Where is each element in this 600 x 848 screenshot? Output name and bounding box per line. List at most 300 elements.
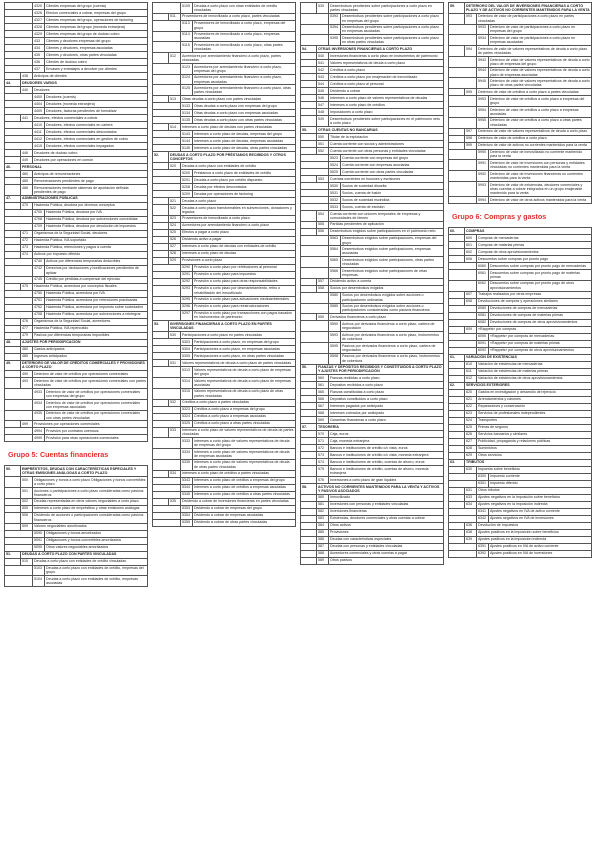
account-code: 5993 xyxy=(477,182,489,196)
account-code: 5335 xyxy=(181,460,193,470)
indent-cell xyxy=(449,495,465,501)
indent-cell xyxy=(301,148,317,154)
account-row xyxy=(449,516,591,523)
indent-cell xyxy=(301,183,329,189)
account-code: 4752 xyxy=(33,305,45,311)
indent-cell xyxy=(449,453,465,459)
account-code: 505 xyxy=(21,506,33,512)
account-row xyxy=(5,136,147,143)
account-row xyxy=(449,474,591,481)
account-row xyxy=(301,389,443,396)
account-description: Desembolsos pendientes sobre participaciones a corto plazo en empresas del grupo xyxy=(342,14,439,23)
account-code: 584 xyxy=(317,523,329,529)
account-row xyxy=(5,513,147,524)
account-description: Clientes y deudores, empresas asociadas xyxy=(46,45,113,50)
account-row xyxy=(153,265,295,272)
account-row xyxy=(153,499,295,506)
account-description: Deterioro de valor de inversiones con personas y entidades vinculadas no corrientes mantenidas para la venta xyxy=(490,160,585,170)
indent-cell xyxy=(449,197,477,203)
account-code: 47. xyxy=(5,196,21,202)
account-row xyxy=(5,298,147,305)
account-code: 449 xyxy=(21,157,33,163)
account-row xyxy=(153,258,295,265)
account-description: Deudas representadas en otros valores negociables a corto plazo xyxy=(34,499,139,504)
account-description: Créditos a corto plazo a otras partes vinculadas xyxy=(194,421,270,426)
account-description: Deudores, efectos comerciales a cobrar xyxy=(34,115,98,120)
account-code: 580 xyxy=(317,495,329,501)
account-row xyxy=(5,101,147,108)
account-code: 621 xyxy=(465,397,477,403)
account-code: 553 xyxy=(317,176,329,182)
account-code: 634 xyxy=(465,502,477,508)
indent-cell xyxy=(153,117,181,123)
account-row xyxy=(301,14,443,25)
account-row xyxy=(449,292,591,299)
account-description: Bancos e instituciones de crédito c/c vista, moneda extranjera xyxy=(330,452,429,457)
account-code: 506 xyxy=(21,513,33,523)
account-description: Deterioro de valor de créditos a corto plazo a empresas asociadas xyxy=(490,107,579,116)
account-description: Deterioro de valor de participaciones a corto plazo en empresas asociadas xyxy=(490,35,576,45)
account-description: Provisión a corto plazo para actuaciones medioambientales xyxy=(194,297,289,302)
indent-cell xyxy=(301,197,329,203)
account-code: 559 xyxy=(317,314,329,320)
account-row xyxy=(449,327,591,334)
indent-cell xyxy=(301,109,317,115)
account-description: Intereses a corto plazo de créditos xyxy=(330,102,385,107)
account-code: 56. xyxy=(301,365,317,375)
account-row xyxy=(449,348,591,355)
account-description: Intereses a corto plazo de valores representativos de deudas xyxy=(330,95,428,100)
account-row xyxy=(301,60,443,67)
account-code: 4709 xyxy=(33,224,45,230)
account-description: Primas de seguros xyxy=(478,425,508,430)
indent-cell xyxy=(5,488,21,498)
account-description: Acreedores por arrendamiento financiero a corto plazo xyxy=(182,223,269,228)
account-code: 557 xyxy=(317,279,329,285)
indent-cell xyxy=(153,460,181,470)
account-row xyxy=(301,246,443,257)
account-description: Deudores de dudoso cobro xyxy=(34,150,78,155)
account-code: 44. xyxy=(5,80,21,86)
account-code: 4320 xyxy=(33,3,45,9)
account-row xyxy=(301,537,443,544)
indent-cell xyxy=(5,150,21,156)
account-row xyxy=(5,143,147,150)
account-row xyxy=(301,204,443,211)
account-row xyxy=(5,277,147,284)
account-code: 5145 xyxy=(181,145,193,151)
indent-cell xyxy=(449,348,477,354)
account-code: 6392 xyxy=(477,551,489,557)
account-description: Bancos e instituciones de crédito, cuentas de ahorro, moneda extranjera xyxy=(330,466,429,476)
account-code: 436 xyxy=(33,59,45,65)
indent-cell xyxy=(153,110,181,116)
account-table xyxy=(448,227,592,558)
account-description: Hacienda Pública, acreedora por subvenciones a reintegrar xyxy=(46,312,141,317)
account-code: 5133 xyxy=(181,103,193,109)
account-code: 522 xyxy=(169,205,181,215)
account-code: 465 xyxy=(21,178,33,184)
account-description: Intereses a corto plazo de deudas, otras partes vinculadas xyxy=(194,145,288,150)
account-description: Devoluciones de compras de mercaderías xyxy=(490,306,558,311)
account-row xyxy=(449,509,591,516)
account-row xyxy=(449,537,591,544)
account-description: Provisión a corto plazo para reestructuraciones xyxy=(194,304,270,309)
account-row xyxy=(301,410,443,417)
account-description: Deudas a corto plazo con entidades de crédito xyxy=(182,163,257,168)
account-code: 5524 xyxy=(329,162,341,168)
account-description: Deterioro de valor de créditos por operaciones comerciales con partes vinculadas xyxy=(34,378,146,388)
account-description: Proveedores de inmovilizado a corto plazo, empresas asociadas xyxy=(194,32,280,41)
indent-cell xyxy=(5,277,33,283)
account-description: Deudores, efectos comerciales descontados xyxy=(46,129,117,134)
account-code: 5315 xyxy=(181,389,193,399)
account-code: 546 xyxy=(317,95,329,101)
account-code: 512 xyxy=(169,53,181,63)
indent-cell xyxy=(5,305,33,311)
account-description: Hacienda Pública, deudora por devolución de impuestos xyxy=(46,224,136,229)
account-row xyxy=(301,502,443,509)
account-code: 440 xyxy=(21,87,33,93)
account-row xyxy=(301,67,443,74)
account-row xyxy=(5,499,147,506)
account-row xyxy=(449,96,591,107)
account-description: Intereses a corto plazo de créditos a empresas del grupo xyxy=(194,478,285,483)
account-description: Provisión para otras operaciones comerciales xyxy=(46,436,119,441)
indent-cell xyxy=(153,265,181,271)
account-row xyxy=(449,551,591,558)
indent-cell xyxy=(5,576,33,586)
account-code: 5333 xyxy=(181,438,193,448)
indent-cell xyxy=(5,333,21,339)
account-description: Intereses cobrados por anticipado xyxy=(330,410,385,415)
account-description: Deudores, efectos comerciales en gestión de cobro xyxy=(46,136,128,141)
indent-cell xyxy=(153,96,169,102)
account-description: Crédito por pérdidas a compensar del ejercicio xyxy=(46,277,121,282)
account-description: Intereses a corto plazo de créditos a partes vinculadas xyxy=(182,471,269,476)
indent-cell xyxy=(301,53,317,59)
account-row xyxy=(5,245,147,252)
indent-cell xyxy=(153,198,169,204)
indent-cell xyxy=(301,495,317,501)
section-header-row xyxy=(301,424,443,431)
account-row xyxy=(153,124,295,131)
account-code: 4751 xyxy=(33,298,45,304)
account-code: 446 xyxy=(21,150,33,156)
account-row xyxy=(153,230,295,237)
account-row xyxy=(153,138,295,145)
account-row xyxy=(449,46,591,57)
account-row xyxy=(153,513,295,520)
account-row xyxy=(449,107,591,118)
account-row xyxy=(301,396,443,403)
indent-cell xyxy=(449,404,465,410)
account-description: Otros activos xyxy=(330,523,351,528)
account-code: 5201 xyxy=(181,177,193,183)
account-row xyxy=(5,129,147,136)
account-code: 573 xyxy=(317,452,329,458)
indent-cell xyxy=(5,185,21,195)
account-description: Valores representativos de deuda a corto plazo de empresas asociadas xyxy=(194,378,291,387)
account-code: 5525 xyxy=(329,169,341,175)
indent-cell xyxy=(5,284,21,290)
indent-cell xyxy=(301,88,317,94)
indent-cell xyxy=(5,122,33,128)
account-description: Deudas a corto plazo con entidades de crédito vinculadas xyxy=(34,559,127,564)
account-row xyxy=(153,145,295,152)
indent-cell xyxy=(449,242,465,248)
account-row xyxy=(449,369,591,376)
account-description: Deterioro de valor de inmovilizado no corriente mantenido para la venta xyxy=(490,150,583,159)
indent-cell xyxy=(153,230,169,236)
account-row xyxy=(153,170,295,177)
account-description: Intereses a corto plazo de deudas con partes vinculadas xyxy=(182,124,272,129)
account-code: 54. xyxy=(301,46,317,52)
account-code: 623 xyxy=(465,411,477,417)
account-description: Descuentos sobre compras por pronto pago de otros aprovisionamientos xyxy=(490,281,575,290)
account-code: 4400 xyxy=(33,94,45,100)
account-row xyxy=(301,88,443,95)
account-description: Hacienda Pública, deudora por diversos conceptos xyxy=(34,203,116,208)
indent-cell xyxy=(301,155,329,161)
account-description: Préstamos a corto plazo de entidades de crédito xyxy=(194,170,272,175)
account-description: Acreedores por arrendamiento financiero a corto plazo, empresas asociadas xyxy=(194,75,282,84)
indent-cell xyxy=(301,67,317,73)
account-code: 628 xyxy=(465,446,477,452)
account-row xyxy=(5,122,147,129)
account-row xyxy=(153,75,295,86)
account-row xyxy=(301,375,443,382)
account-code: 61. xyxy=(449,355,465,361)
account-description: Deudas por operaciones de factoring xyxy=(194,191,253,196)
account-description: Obligaciones y bonos convertibles amortizados xyxy=(46,538,122,543)
account-row xyxy=(449,397,591,404)
account-code: 4404 xyxy=(33,101,45,107)
account-row xyxy=(449,530,591,537)
indent-cell xyxy=(301,466,317,476)
account-description: Dividendo a cobrar de inversiones financieras en partes vinculadas xyxy=(182,499,289,504)
account-code: 5323 xyxy=(181,407,193,413)
account-code: 607 xyxy=(465,292,477,298)
account-code: 502 xyxy=(21,499,33,505)
account-row xyxy=(449,78,591,89)
account-description: Intereses a corto plazo de créditos a otras partes vinculadas xyxy=(194,492,290,497)
account-code: 5143 xyxy=(181,131,193,137)
indent-cell xyxy=(301,445,317,451)
account-row xyxy=(153,117,295,124)
indent-cell xyxy=(301,343,329,353)
account-row xyxy=(5,371,147,378)
account-code: 5295 xyxy=(181,297,193,303)
indent-cell xyxy=(301,516,317,522)
account-code: 4935 xyxy=(33,411,45,421)
account-row xyxy=(301,95,443,102)
account-code: 523 xyxy=(169,216,181,222)
account-row xyxy=(5,389,147,400)
account-description: Acreedores comerciales y otras cuentas a pagar xyxy=(330,551,408,556)
indent-cell xyxy=(449,68,477,78)
account-code: 533 xyxy=(169,428,181,438)
account-description: Inversiones financieras xyxy=(330,509,367,514)
account-code: 473 xyxy=(21,245,33,251)
account-code: 485 xyxy=(21,354,33,360)
account-row xyxy=(153,438,295,449)
account-row xyxy=(301,314,443,321)
account-row xyxy=(301,134,443,141)
indent-cell xyxy=(301,459,317,465)
account-row xyxy=(301,53,443,60)
account-code: 58. xyxy=(301,484,317,494)
account-description: Deudas a corto plazo con otras entidades de crédito vinculadas xyxy=(194,3,278,12)
account-row xyxy=(301,438,443,445)
account-code: 5353 xyxy=(181,506,193,512)
indent-cell xyxy=(449,446,465,452)
account-description: Bancos e instituciones de crédito, cuentas de ahorro, euros xyxy=(330,459,425,464)
account-code: 63. xyxy=(449,460,465,466)
account-row xyxy=(5,319,147,326)
account-description: Caja, euros xyxy=(330,431,349,436)
indent-cell xyxy=(301,141,317,147)
account-row xyxy=(5,94,147,101)
indent-cell xyxy=(153,145,181,151)
account-row xyxy=(153,449,295,460)
account-row xyxy=(449,481,591,488)
account-code: 5144 xyxy=(181,138,193,144)
account-description: Derechos por deducciones y bonificaciones pendientes de aplicar xyxy=(46,266,139,275)
account-code: 4327 xyxy=(33,17,45,23)
indent-cell xyxy=(153,223,169,229)
account-description: Acreedores por arrendamiento financiero a corto plazo, empresas del grupo xyxy=(194,64,282,73)
account-row xyxy=(449,544,591,551)
account-description: Otras deudas a corto plazo con otras partes vinculadas xyxy=(194,117,282,122)
indent-cell xyxy=(449,136,465,142)
indent-cell xyxy=(153,279,181,285)
account-description: Desembolsos pendientes sobre participaciones a corto plazo en partes vinculadas xyxy=(330,3,432,12)
account-row xyxy=(301,523,443,530)
account-row xyxy=(301,343,443,354)
indent-cell xyxy=(301,35,329,45)
account-code: 5955 xyxy=(477,118,489,128)
account-row xyxy=(301,35,443,46)
account-description: Deterioro de valor de valores representativos de deuda a corto plazo de empresas del grupo xyxy=(490,57,590,66)
account-description: Caja, moneda extranjera xyxy=(330,438,370,443)
account-row xyxy=(153,96,295,103)
indent-cell xyxy=(153,513,181,519)
account-row xyxy=(5,411,147,422)
account-row xyxy=(5,17,147,24)
account-description: Deterioro de valor de participaciones a corto plazo en empresas del grupo xyxy=(490,25,576,34)
account-description: Compras de otros aprovisionamientos xyxy=(478,249,539,254)
indent-cell xyxy=(449,57,477,67)
account-description: VARIACIÓN DE EXISTENCIAS xyxy=(466,355,517,360)
account-code: 5314 xyxy=(181,378,193,388)
account-row xyxy=(5,435,147,442)
account-description: Hacienda Pública, acreedora por conceptos fiscales xyxy=(34,284,117,289)
account-description: Socios, cuenta de fusión xyxy=(342,190,382,195)
account-code: 434 xyxy=(33,45,45,51)
account-code: 5563 xyxy=(329,236,341,246)
account-description: Publicidad, propaganda y relaciones públicas xyxy=(478,439,551,444)
indent-cell xyxy=(153,64,181,74)
indent-cell xyxy=(301,304,329,314)
account-description: «Rappels» por compras de materias primas xyxy=(490,341,560,346)
indent-cell xyxy=(301,551,317,557)
account-row xyxy=(153,177,295,184)
account-row xyxy=(153,131,295,138)
account-row xyxy=(153,191,295,198)
indent-cell xyxy=(5,66,33,72)
account-code: 5395 xyxy=(329,35,341,45)
account-row xyxy=(449,182,591,197)
account-row xyxy=(5,238,147,245)
account-row xyxy=(5,259,147,266)
account-description: Derivados financieros a corto plazo xyxy=(330,314,387,319)
indent-cell xyxy=(301,396,317,402)
account-description: Devoluciones de compras y operaciones similares xyxy=(478,299,558,304)
account-row xyxy=(449,25,591,36)
account-row xyxy=(5,312,147,319)
account-row xyxy=(449,411,591,418)
account-code: 5933 xyxy=(477,25,489,35)
account-description: Socios por desembolsos exigidos sobre acciones o participaciones consideradas como pasivos financieros xyxy=(342,304,430,313)
indent-cell xyxy=(5,245,21,251)
account-row xyxy=(301,509,443,516)
account-description: Deterioro de valor de créditos a corto plazo a otras partes vinculadas xyxy=(490,118,582,127)
section-header-row xyxy=(153,321,295,332)
account-code: 5113 xyxy=(181,21,193,31)
account-code: 530 xyxy=(169,332,181,338)
indent-cell xyxy=(301,279,317,285)
account-description: AJUSTES POR PERIODIFICACIÓN xyxy=(22,340,81,345)
indent-cell xyxy=(153,499,169,505)
account-description: «Rappels» por compras de otros aprovisionamientos xyxy=(490,348,575,353)
section-header-row xyxy=(301,127,443,134)
account-code: 5334 xyxy=(181,449,193,459)
indent-cell xyxy=(5,3,33,9)
indent-cell xyxy=(449,35,477,45)
account-code: 593 xyxy=(465,14,477,24)
indent-cell xyxy=(153,449,181,459)
account-code: 5565 xyxy=(329,257,341,267)
account-description: Descuentos sobre compras por pronto pago de materias primas xyxy=(490,270,580,279)
account-code: 435 xyxy=(33,52,45,58)
indent-cell xyxy=(153,400,169,406)
account-description: Dividendo a cobrar de otras partes vinculadas xyxy=(194,520,268,525)
indent-cell xyxy=(5,259,33,265)
account-code: 6060 xyxy=(477,263,489,269)
account-row xyxy=(5,52,147,59)
account-row xyxy=(449,404,591,411)
account-row xyxy=(301,558,443,565)
account-description: Titular de la explotación xyxy=(330,134,368,139)
account-code: 565 xyxy=(317,389,329,395)
indent-cell xyxy=(5,371,21,377)
account-description: Remuneraciones pendientes de pago xyxy=(34,178,94,183)
account-row xyxy=(301,477,443,484)
indent-cell xyxy=(5,319,21,325)
indent-cell xyxy=(5,513,21,523)
section-header-row xyxy=(301,46,443,53)
indent-cell xyxy=(449,334,477,340)
indent-cell xyxy=(449,397,465,403)
account-row xyxy=(153,297,295,304)
indent-cell xyxy=(449,467,465,473)
account-code: 470 xyxy=(21,203,33,209)
indent-cell xyxy=(301,332,329,342)
account-code: 4409 xyxy=(33,108,45,114)
account-row xyxy=(301,236,443,247)
account-code: 5095 xyxy=(33,545,45,551)
